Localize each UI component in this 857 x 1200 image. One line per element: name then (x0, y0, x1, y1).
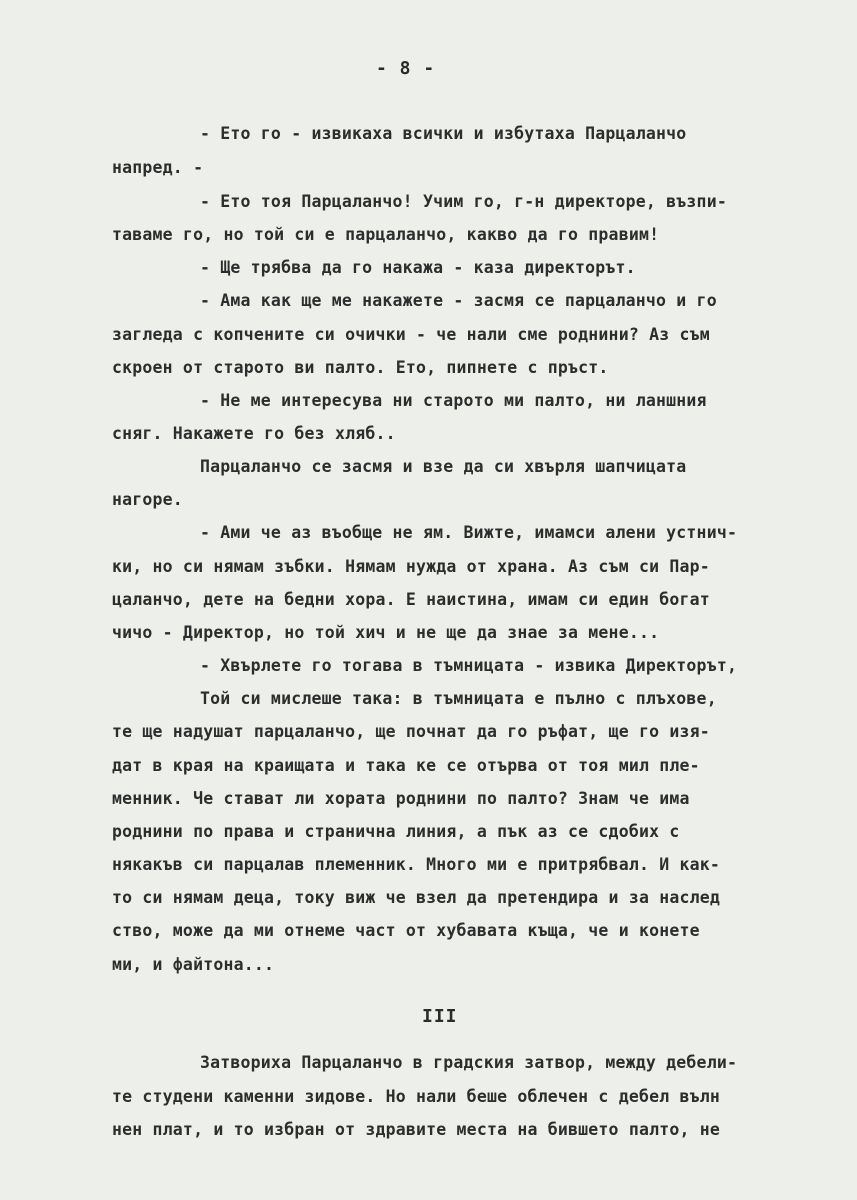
text-line: то си нямам деца, току виж че взел да претендира и за наслед (112, 888, 721, 907)
text-line: чичо - Директор, но той хич и не ще да знае за мене... (112, 623, 660, 642)
text-line: - Ето го - извикаха всички и избутаха Парцаланчо (200, 124, 687, 143)
text-line: цаланчо, дете на бедни хора. Е наистина, имам си един богат (112, 590, 710, 609)
text-line: - Не ме интересува ни старото ми палто, ни ланшния (200, 391, 707, 410)
text-line: сняг. Накажете го без хляб.. (112, 424, 396, 443)
text-line: роднини по права и странична линия, а пък аз се сдобих с (112, 822, 680, 841)
section-heading: III (422, 1006, 458, 1027)
text-line: ство, може да ми отнеме част от хубавата къща, че и конете (112, 921, 700, 940)
text-line: Парцаланчо се засмя и взе да си хвърля шапчицата (200, 457, 687, 476)
text-line: - Ами че аз въобще не ям. Вижте, имамси алени устнич- (200, 523, 738, 542)
text-line: те ще надушат парцаланчо, ще почнат да го ръфат, ще го изя- (112, 722, 710, 741)
page-number: - 8 - (376, 58, 436, 79)
text-line: ки, но си нямам зъбки. Нямам нужда от храна. Аз съм си Пар- (112, 557, 710, 576)
text-line: Затвориха Парцаланчо в градския затвор, между дебели- (200, 1053, 738, 1072)
text-line: загледа с копчените си очички - че нали сме роднини? Аз съм (112, 325, 710, 344)
text-line: напред. - (112, 158, 204, 177)
text-line: - Хвърлете го тогава в тъмницата - извика Директорът, (200, 656, 738, 675)
text-line: скроен от старото ви палто. Ето, пипнете с пръст. (112, 358, 609, 377)
text-line: - Ще трябва да го накажа - каза директорът. (200, 258, 636, 277)
text-line: таваме го, но той си е парцаланчо, какво да го правим! (112, 225, 660, 244)
text-line: ми, и файтона... (112, 955, 275, 974)
text-line: нагоре. (112, 490, 183, 509)
text-line: - Ама как ще ме накажете - засмя се парцаланчо и го (200, 291, 717, 310)
text-line: - Ето тоя Парцаланчо! Учим го, г-н директоре, възпи- (200, 192, 727, 211)
text-line: менник. Че стават ли хората роднини по палто? Знам че има (112, 789, 690, 808)
text-line: Той си мислеше така: в тъмницата е пълно с плъхове, (200, 689, 717, 708)
text-line: някакъв си парцалав племенник. Много ми е притрябвал. И как- (112, 855, 721, 874)
text-line: те студени каменни зидове. Но нали беше облечен с дебел вълн (112, 1087, 721, 1106)
text-line: дат в края на краищата и така ке се отърва от тоя мил пле- (112, 756, 700, 775)
text-line: нен плат, и то избран от здравите места на бившето палто, не (112, 1120, 721, 1139)
